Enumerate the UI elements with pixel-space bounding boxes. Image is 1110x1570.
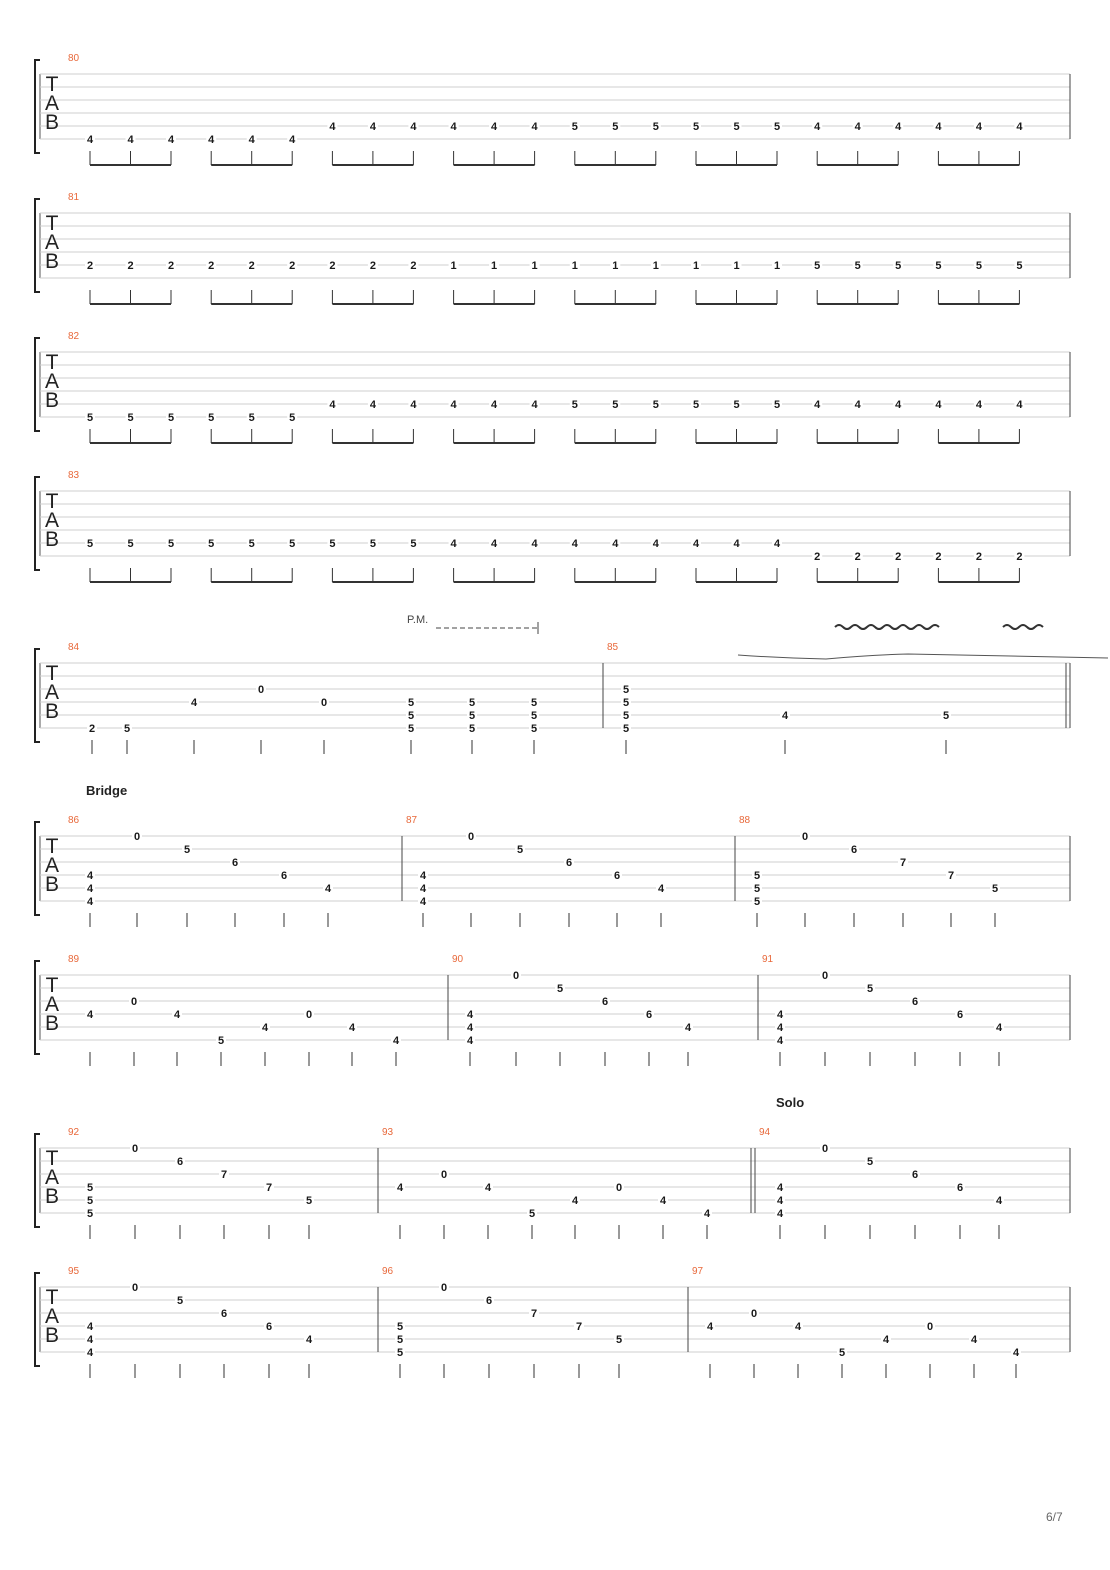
fret-number: 4 bbox=[86, 896, 94, 908]
fret-number: 4 bbox=[1016, 399, 1023, 411]
measure-number: 97 bbox=[692, 1266, 704, 1277]
fret-number: 6 bbox=[176, 1156, 184, 1168]
tab-clef-letter: B bbox=[44, 389, 60, 412]
page-number: 6/7 bbox=[1046, 1510, 1063, 1524]
fret-number: 5 bbox=[167, 412, 175, 424]
fret-number: 4 bbox=[692, 538, 700, 550]
system-bracket bbox=[35, 1134, 40, 1227]
fret-number: 5 bbox=[556, 983, 564, 995]
fret-number: 4 bbox=[466, 1009, 474, 1021]
fret-number: 5 bbox=[86, 538, 94, 550]
fret-number: 4 bbox=[995, 1195, 1003, 1207]
fret-number: 4 bbox=[466, 1022, 474, 1034]
fret-number: 5 bbox=[468, 723, 476, 735]
measure-number: 82 bbox=[68, 331, 80, 342]
fret-number: 4 bbox=[612, 538, 619, 550]
fret-number: 2 bbox=[167, 260, 175, 272]
fret-number: 2 bbox=[88, 723, 96, 735]
fret-number: 4 bbox=[706, 1321, 714, 1333]
system-bracket bbox=[35, 649, 40, 742]
fret-number: 4 bbox=[450, 538, 457, 550]
fret-number: 6 bbox=[613, 870, 621, 882]
tab-clef-letter: T bbox=[45, 974, 59, 997]
system-bracket bbox=[35, 477, 40, 570]
fret-number: 4 bbox=[895, 121, 902, 133]
tab-clef-letter: T bbox=[45, 73, 59, 96]
fret-number: 5 bbox=[123, 723, 131, 735]
fret-number: 4 bbox=[410, 399, 417, 411]
fret-number: 7 bbox=[899, 857, 907, 869]
fret-number: 7 bbox=[265, 1182, 273, 1194]
fret-number: 5 bbox=[396, 1334, 404, 1346]
system-bracket bbox=[35, 199, 40, 292]
fret-number: 4 bbox=[86, 1347, 94, 1359]
fret-number: 0 bbox=[133, 831, 141, 843]
measure-number: 80 bbox=[68, 53, 80, 64]
fret-number: 4 bbox=[329, 121, 336, 133]
system-bracket bbox=[35, 60, 40, 153]
fret-number: 0 bbox=[750, 1308, 758, 1320]
measure-number: 89 bbox=[68, 954, 80, 965]
fret-number: 4 bbox=[329, 399, 336, 411]
system-bracket bbox=[35, 338, 40, 431]
measure-number: 91 bbox=[762, 954, 774, 965]
measure-number: 85 bbox=[607, 642, 619, 653]
fret-number: 4 bbox=[776, 1182, 784, 1194]
tab-clef-letter: B bbox=[44, 700, 60, 723]
system-bracket bbox=[35, 1273, 40, 1366]
fret-number: 5 bbox=[176, 1295, 184, 1307]
measure-number: 81 bbox=[68, 192, 80, 203]
tab-clef-letter: A bbox=[44, 1305, 60, 1328]
fret-number: 6 bbox=[280, 870, 288, 882]
fret-number: 5 bbox=[612, 121, 619, 133]
fret-number: 5 bbox=[652, 121, 659, 133]
fret-number: 4 bbox=[86, 134, 94, 146]
fret-number: 4 bbox=[773, 538, 781, 550]
tab-clef-letter: A bbox=[44, 681, 60, 704]
fret-number: 6 bbox=[601, 996, 609, 1008]
fret-number: 5 bbox=[866, 983, 874, 995]
fret-number: 5 bbox=[530, 710, 538, 722]
fret-number: 5 bbox=[975, 260, 982, 272]
fret-number: 5 bbox=[396, 1321, 404, 1333]
tab-clef-letter: A bbox=[44, 509, 60, 532]
fret-number: 2 bbox=[329, 260, 336, 272]
fret-number: 5 bbox=[854, 260, 861, 272]
fret-number: 4 bbox=[776, 1035, 784, 1047]
fret-number: 2 bbox=[410, 260, 417, 272]
fret-number: 5 bbox=[622, 710, 630, 722]
fret-number: 0 bbox=[801, 831, 809, 843]
fret-number: 4 bbox=[882, 1334, 890, 1346]
fret-number: 4 bbox=[190, 697, 198, 709]
fret-number: 6 bbox=[911, 996, 919, 1008]
fret-number: 4 bbox=[86, 883, 94, 895]
fret-number: 1 bbox=[773, 260, 781, 272]
fret-number: 5 bbox=[1016, 260, 1023, 272]
fret-number: 4 bbox=[491, 399, 498, 411]
fret-number: 5 bbox=[652, 399, 659, 411]
fret-number: 4 bbox=[571, 538, 578, 550]
tab-clef-letter: B bbox=[44, 111, 60, 134]
fret-number: 2 bbox=[895, 551, 902, 563]
fret-number: 1 bbox=[531, 260, 538, 272]
fret-number: 5 bbox=[530, 697, 538, 709]
fret-number: 2 bbox=[127, 260, 134, 272]
fret-number: 0 bbox=[440, 1169, 448, 1181]
fret-number: 1 bbox=[450, 260, 457, 272]
system-bracket bbox=[35, 961, 40, 1054]
fret-number: 5 bbox=[622, 723, 630, 735]
fret-number: 5 bbox=[753, 870, 761, 882]
fret-number: 4 bbox=[167, 134, 175, 146]
fret-number: 2 bbox=[975, 551, 982, 563]
fret-number: 5 bbox=[866, 1156, 874, 1168]
fret-number: 4 bbox=[531, 538, 538, 550]
tab-clef-letter: T bbox=[45, 835, 59, 858]
fret-number: 4 bbox=[776, 1195, 784, 1207]
fret-number: 5 bbox=[571, 121, 578, 133]
fret-number: 5 bbox=[838, 1347, 846, 1359]
fret-number: 4 bbox=[369, 399, 376, 411]
fret-number: 4 bbox=[491, 538, 498, 550]
tab-clef-letter: T bbox=[45, 662, 59, 685]
fret-number: 5 bbox=[528, 1208, 536, 1220]
fret-number: 5 bbox=[733, 399, 740, 411]
fret-number: 5 bbox=[127, 412, 134, 424]
fret-number: 4 bbox=[703, 1208, 711, 1220]
fret-number: 5 bbox=[622, 697, 630, 709]
fret-number: 4 bbox=[491, 121, 498, 133]
fret-number: 5 bbox=[167, 538, 175, 550]
fret-number: 2 bbox=[208, 260, 215, 272]
tab-clef-letter: A bbox=[44, 92, 60, 115]
fret-number: 5 bbox=[86, 1182, 94, 1194]
fret-number: 2 bbox=[86, 260, 94, 272]
vibrato-mark bbox=[835, 625, 939, 629]
fret-number: 5 bbox=[622, 684, 630, 696]
fret-number: 6 bbox=[485, 1295, 493, 1307]
fret-number: 6 bbox=[565, 857, 573, 869]
fret-number: 6 bbox=[850, 844, 858, 856]
tab-clef-letter: B bbox=[44, 1324, 60, 1347]
fret-number: 5 bbox=[127, 538, 134, 550]
fret-number: 4 bbox=[324, 883, 332, 895]
tab-clef-letter: B bbox=[44, 1185, 60, 1208]
measure-number: 90 bbox=[452, 954, 464, 965]
fret-number: 4 bbox=[995, 1022, 1003, 1034]
fret-number: 4 bbox=[86, 1334, 94, 1346]
fret-number: 4 bbox=[450, 399, 457, 411]
fret-number: 4 bbox=[657, 883, 665, 895]
fret-number: 4 bbox=[410, 121, 417, 133]
tab-clef-letter: T bbox=[45, 1147, 59, 1170]
fret-number: 5 bbox=[183, 844, 191, 856]
fret-number: 4 bbox=[776, 1208, 784, 1220]
fret-number: 4 bbox=[854, 121, 861, 133]
fret-number: 0 bbox=[130, 996, 138, 1008]
measure-number: 87 bbox=[406, 815, 418, 826]
measure-number: 88 bbox=[739, 815, 751, 826]
measure-number: 94 bbox=[759, 1127, 771, 1138]
fret-number: 5 bbox=[86, 1195, 94, 1207]
fret-number: 4 bbox=[86, 1009, 94, 1021]
fret-number: 5 bbox=[814, 260, 821, 272]
tab-clef-letter: T bbox=[45, 1286, 59, 1309]
fret-number: 5 bbox=[615, 1334, 623, 1346]
fret-number: 5 bbox=[733, 121, 740, 133]
fret-number: 4 bbox=[935, 121, 942, 133]
fret-number: 6 bbox=[911, 1169, 919, 1181]
fret-number: 5 bbox=[468, 697, 476, 709]
fret-number: 4 bbox=[781, 710, 789, 722]
fret-number: 0 bbox=[512, 970, 520, 982]
vibrato-mark bbox=[1003, 625, 1043, 629]
fret-number: 5 bbox=[942, 710, 950, 722]
fret-number: 4 bbox=[466, 1035, 474, 1047]
fret-number: 0 bbox=[440, 1282, 448, 1294]
fret-number: 5 bbox=[692, 121, 700, 133]
fret-number: 4 bbox=[369, 121, 376, 133]
fret-number: 4 bbox=[173, 1009, 181, 1021]
tab-clef-letter: A bbox=[44, 854, 60, 877]
fret-number: 4 bbox=[814, 121, 821, 133]
fret-number: 2 bbox=[1016, 551, 1023, 563]
fret-number: 2 bbox=[854, 551, 861, 563]
fret-number: 4 bbox=[348, 1022, 356, 1034]
fret-number: 4 bbox=[1016, 121, 1023, 133]
fret-number: 7 bbox=[220, 1169, 228, 1181]
fret-number: 2 bbox=[248, 260, 255, 272]
fret-number: 5 bbox=[289, 538, 296, 550]
fret-number: 0 bbox=[131, 1282, 139, 1294]
fret-number: 4 bbox=[305, 1334, 313, 1346]
fret-number: 4 bbox=[392, 1035, 400, 1047]
fret-number: 0 bbox=[305, 1009, 313, 1021]
fret-number: 4 bbox=[484, 1182, 492, 1194]
fret-number: 6 bbox=[231, 857, 239, 869]
fret-number: 4 bbox=[86, 870, 94, 882]
fret-number: 0 bbox=[131, 1143, 139, 1155]
fret-number: 5 bbox=[935, 260, 942, 272]
fret-number: 4 bbox=[419, 883, 427, 895]
fret-number: 5 bbox=[407, 697, 415, 709]
measure-number: 84 bbox=[68, 642, 80, 653]
measure-number: 96 bbox=[382, 1266, 394, 1277]
fret-number: 4 bbox=[248, 134, 255, 146]
tab-clef-letter: B bbox=[44, 1012, 60, 1035]
fret-number: 5 bbox=[248, 538, 255, 550]
fret-number: 5 bbox=[410, 538, 417, 550]
fret-number: 4 bbox=[419, 870, 427, 882]
fret-number: 2 bbox=[935, 551, 942, 563]
fret-number: 4 bbox=[289, 134, 296, 146]
measure-number: 83 bbox=[68, 470, 80, 481]
tab-clef-letter: B bbox=[44, 873, 60, 896]
fret-number: 4 bbox=[776, 1022, 784, 1034]
fret-number: 4 bbox=[396, 1182, 404, 1194]
fret-number: 4 bbox=[419, 896, 427, 908]
fret-number: 5 bbox=[530, 723, 538, 735]
tab-clef-letter: B bbox=[44, 528, 60, 551]
fret-number: 1 bbox=[571, 260, 578, 272]
fret-number: 0 bbox=[926, 1321, 934, 1333]
fret-number: 5 bbox=[991, 883, 999, 895]
fret-number: 2 bbox=[814, 551, 821, 563]
measure-number: 95 bbox=[68, 1266, 80, 1277]
fret-number: 5 bbox=[468, 710, 476, 722]
fret-number: 4 bbox=[935, 399, 942, 411]
fret-number: 4 bbox=[659, 1195, 667, 1207]
fret-number: 6 bbox=[956, 1182, 964, 1194]
fret-number: 5 bbox=[86, 412, 94, 424]
fret-number: 7 bbox=[530, 1308, 538, 1320]
measure-number: 92 bbox=[68, 1127, 80, 1138]
fret-number: 5 bbox=[396, 1347, 404, 1359]
fret-number: 4 bbox=[450, 121, 457, 133]
fret-number: 5 bbox=[329, 538, 336, 550]
fret-number: 7 bbox=[947, 870, 955, 882]
fret-number: 2 bbox=[369, 260, 376, 272]
fret-number: 4 bbox=[86, 1321, 94, 1333]
tab-clef-letter: A bbox=[44, 231, 60, 254]
fret-number: 0 bbox=[467, 831, 475, 843]
section-bridge-label: Bridge bbox=[86, 783, 128, 798]
fret-number: 5 bbox=[692, 399, 700, 411]
fret-number: 4 bbox=[684, 1022, 692, 1034]
fret-number: 5 bbox=[369, 538, 376, 550]
tab-clef-letter: B bbox=[44, 250, 60, 273]
tab-clef-letter: A bbox=[44, 993, 60, 1016]
fret-number: 5 bbox=[773, 399, 781, 411]
fret-number: 5 bbox=[407, 723, 415, 735]
tab-clef-letter: T bbox=[45, 351, 59, 374]
measure-number: 86 bbox=[68, 815, 80, 826]
fret-number: 0 bbox=[821, 970, 829, 982]
fret-number: 1 bbox=[652, 260, 659, 272]
fret-number: 4 bbox=[975, 399, 982, 411]
fret-number: 5 bbox=[571, 399, 578, 411]
fret-number: 2 bbox=[289, 260, 296, 272]
fret-number: 5 bbox=[773, 121, 781, 133]
fret-number: 4 bbox=[895, 399, 902, 411]
fret-number: 4 bbox=[814, 399, 821, 411]
fret-number: 4 bbox=[776, 1009, 784, 1021]
fret-number: 4 bbox=[208, 134, 215, 146]
fret-number: 0 bbox=[615, 1182, 623, 1194]
fret-number: 4 bbox=[261, 1022, 269, 1034]
fret-number: 5 bbox=[612, 399, 619, 411]
fret-number: 4 bbox=[531, 399, 538, 411]
fret-number: 5 bbox=[289, 412, 296, 424]
fret-number: 1 bbox=[692, 260, 700, 272]
fret-number: 6 bbox=[956, 1009, 964, 1021]
fret-number: 4 bbox=[733, 538, 740, 550]
fret-number: 7 bbox=[575, 1321, 583, 1333]
fret-number: 5 bbox=[248, 412, 255, 424]
fret-number: 4 bbox=[531, 121, 538, 133]
fret-number: 5 bbox=[208, 412, 215, 424]
fret-number: 4 bbox=[652, 538, 659, 550]
system-bracket bbox=[35, 822, 40, 915]
tab-clef-letter: A bbox=[44, 370, 60, 393]
fret-number: 0 bbox=[320, 697, 328, 709]
fret-number: 6 bbox=[220, 1308, 228, 1320]
fret-number: 5 bbox=[895, 260, 902, 272]
fret-number: 4 bbox=[794, 1321, 802, 1333]
section-solo-label: Solo bbox=[776, 1095, 805, 1110]
fret-number: 5 bbox=[305, 1195, 313, 1207]
fret-number: 0 bbox=[257, 684, 265, 696]
fret-number: 0 bbox=[821, 1143, 829, 1155]
fret-number: 4 bbox=[571, 1195, 579, 1207]
fret-number: 5 bbox=[753, 896, 761, 908]
whammy-line bbox=[738, 654, 1108, 659]
fret-number: 1 bbox=[612, 260, 619, 272]
tab-clef-letter: T bbox=[45, 212, 59, 235]
fret-number: 5 bbox=[86, 1208, 94, 1220]
fret-number: 5 bbox=[516, 844, 524, 856]
fret-number: 6 bbox=[645, 1009, 653, 1021]
tab-clef-letter: A bbox=[44, 1166, 60, 1189]
fret-number: 5 bbox=[208, 538, 215, 550]
fret-number: 4 bbox=[975, 121, 982, 133]
fret-number: 5 bbox=[407, 710, 415, 722]
fret-number: 4 bbox=[127, 134, 134, 146]
fret-number: 5 bbox=[217, 1035, 225, 1047]
palm-mute-label: P.M. bbox=[407, 614, 429, 626]
fret-number: 4 bbox=[1012, 1347, 1020, 1359]
tab-clef-letter: T bbox=[45, 490, 59, 513]
fret-number: 1 bbox=[733, 260, 740, 272]
fret-number: 4 bbox=[854, 399, 861, 411]
measure-number: 93 bbox=[382, 1127, 394, 1138]
fret-number: 4 bbox=[970, 1334, 978, 1346]
fret-number: 5 bbox=[753, 883, 761, 895]
fret-number: 1 bbox=[491, 260, 498, 272]
fret-number: 6 bbox=[265, 1321, 273, 1333]
